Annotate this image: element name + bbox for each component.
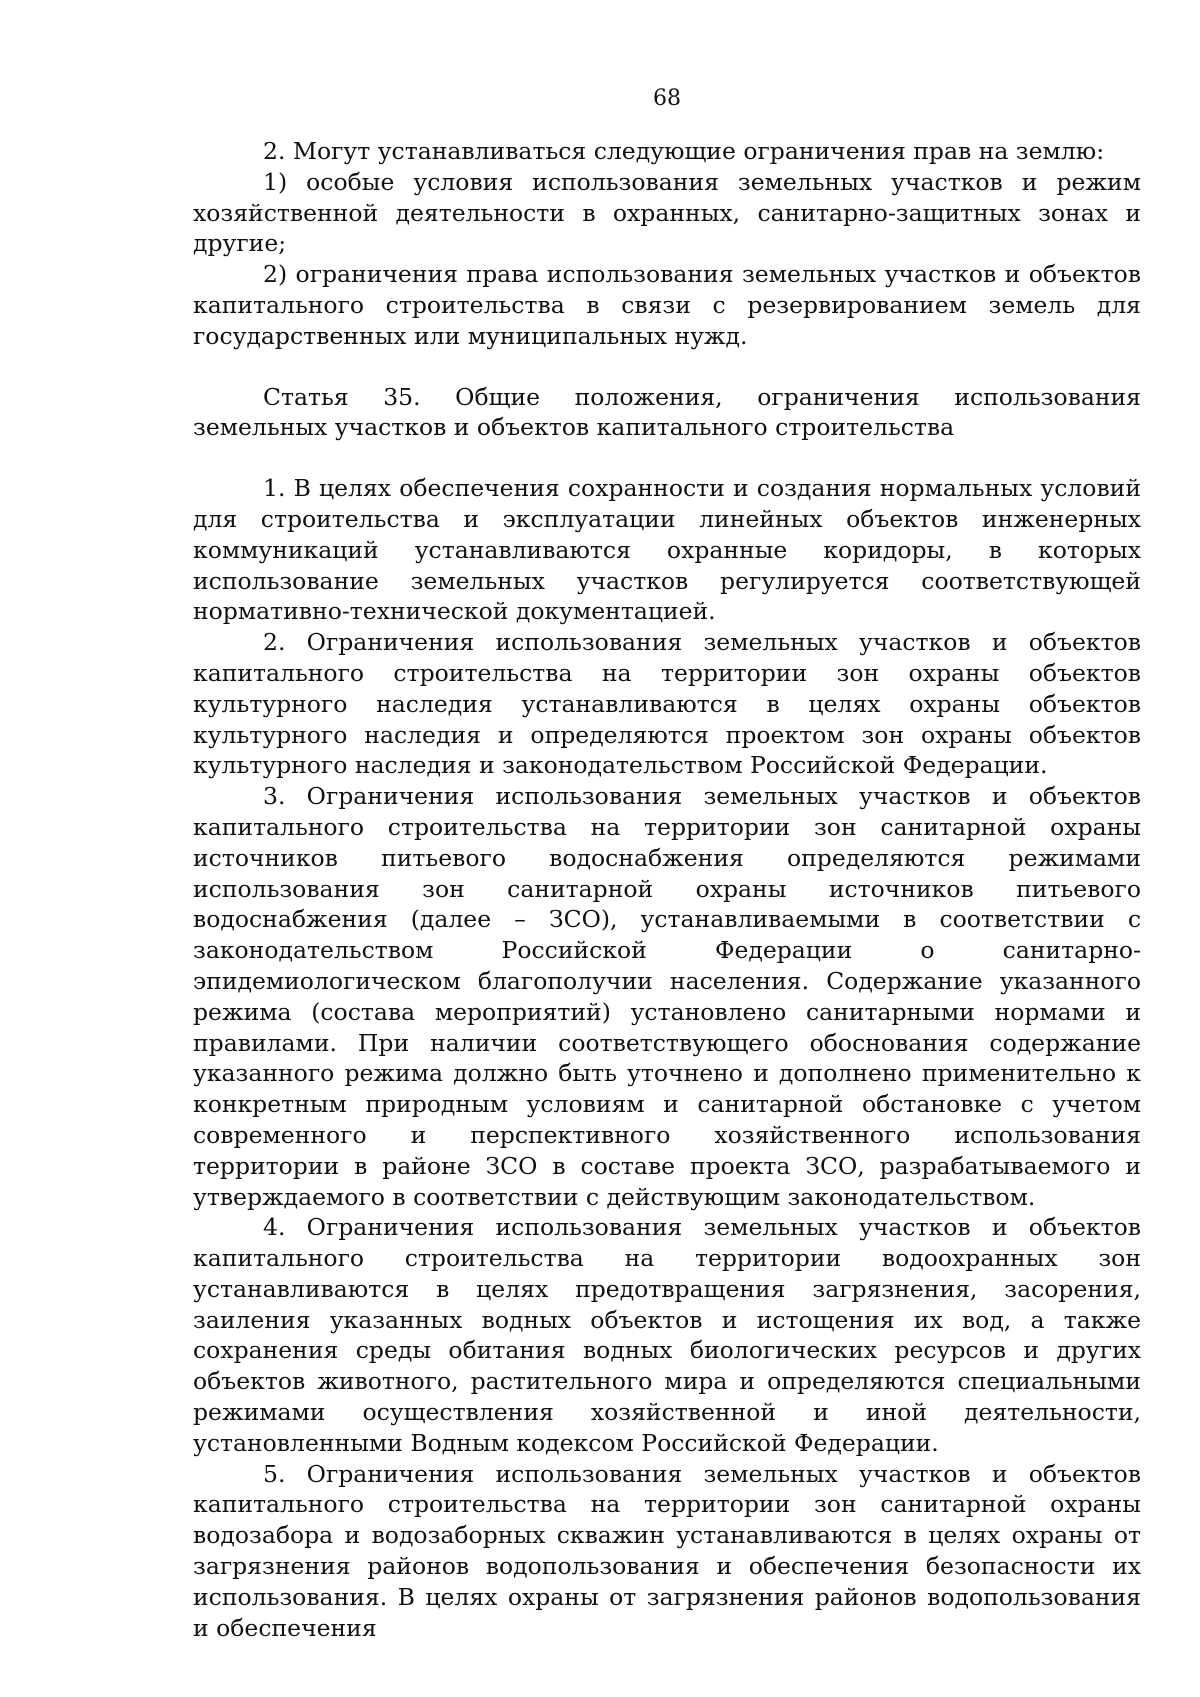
paragraph-article-item-1: 1. В целях обеспечения сохранности и создания нормальных условий для строительства и эксплуатации линейных объектов инженерных коммуникаций устанавливаются охранные коридоры, в которых использование земельных участков регулируется соответствующей нормативно-технической документацией. [193, 474, 1141, 626]
document-body [193, 136, 1141, 1643]
paragraph-restriction-item-2: 2) ограничения права использования земельных участков и объектов капитального строительства в связи с резервированием земель для государственных или муниципальных нужд. [193, 260, 1141, 350]
article-heading: Статья 35. Общие положения, ограничения использования земельных участков и объектов капитального строительства [193, 382, 1141, 442]
paragraph-article-item-4: 4. Ограничения использования земельных участков и объектов капитального строительства на территории водоохранных зон устанавливаются в целях предотвращения загрязнения, засорения, заиления указанных водных объектов и истощения их вод, а также сохранения среды обитания водных биологических ресурсов и других объектов животного, растительного мира и определяются специальными режимами осуществления хозяйственной и иной деятельности, установленными Водным кодексом Российской Федерации. [193, 1213, 1141, 1457]
page-number: 68 [653, 86, 681, 111]
document-page [193, 0, 1141, 1697]
paragraph-land-restrictions-intro: 2. Могут устанавливаться следующие ограничения прав на землю: [263, 137, 1105, 165]
paragraph-article-item-5: 5. Ограничения использования земельных участков и объектов капитального строительства на территории зон санитарной охраны водозабора и водозаборных скважин устанавливаются в целях охраны от загрязнения районов водопользования и обеспечения безопасности их использования. В целях охраны от загрязнения районов водопользования и обеспечения [193, 1459, 1141, 1642]
paragraph-article-item-2: 2. Ограничения использования земельных участков и объектов капитального строительства на территории зон охраны объектов культурного наследия устанавливаются в целях охраны объектов культурного наследия и определяются проектом зон охраны объектов культурного наследия и законодательством Российской Федерации. [193, 628, 1141, 780]
paragraph-article-item-3: 3. Ограничения использования земельных участков и объектов капитального строительства на территории зон санитарной охраны источников питьевого водоснабжения определяются режимами использования зон санитарной охраны источников питьевого водоснабжения (далее – ЗСО), устанавливаемыми в соответствии с законодательством Российской Федерации о санитарно-эпидемиологическом благополучии населения. Содержание указанного режима (состава мероприятий) установлено санитарными нормами и правилами. При наличии соответствующего обоснования содержание указанного режима должно быть уточнено и дополнено применительно к конкретным природным условиям и санитарной обстановке с учетом современного и перспективного хозяйственного использования территории в районе ЗСО в составе проекта ЗСО, разрабатываемого и утверждаемого в соответствии с действующим законодательством. [193, 782, 1141, 1211]
paragraph-restriction-item-1: 1) особые условия использования земельных участков и режим хозяйственной деятельности в охранных, санитарно-защитных зонах и другие; [193, 167, 1141, 258]
